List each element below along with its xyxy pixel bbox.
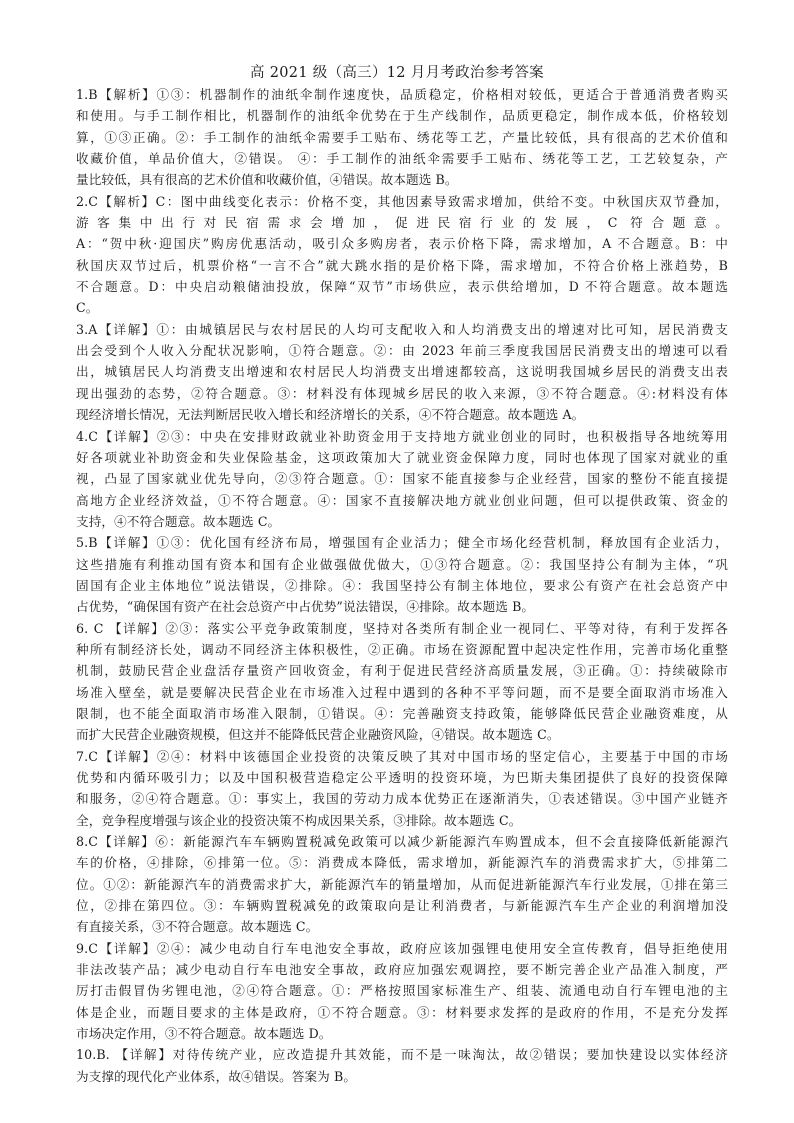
answer-text-line: 8.C【详解】⑥：新能源汽车车辆购置税减免政策可以减少新能源汽车购置成本，但不会直接降低新能源汽: [76, 834, 728, 850]
answer-text-line: 厉打击假冒伪劣锂电池，②④符合题意。①：严格按照国家标准生产、组装、流通电动自行车锂电池的主: [76, 983, 728, 999]
answer-text-line: 位。①②：新能源汽车的消费需求扩大，新能源汽车的销量增加，从而促进新能源汽车行业发展，①排在第三: [76, 876, 728, 892]
answer-text-line: 机制，鼓励民营企业盘活存量资产回收资金，有利于促进民营经济高质量发展，③正确。①：持续破除市: [76, 663, 728, 679]
answer-item-1: [76, 84, 728, 191]
answer-item-4: [76, 426, 728, 533]
answer-list: [76, 84, 728, 1087]
answer-item-9: [76, 938, 728, 1045]
answer-text-line: 好各项就业补助资金和失业保险基金，这项政策加大了就业资金保障力度，同时也体现了国家对就业的重: [76, 449, 728, 465]
answer-text-line: 优势和内循环吸引力；以及中国积极营造稳定公平透明的投资环境，为巴斯夫集团提供了良好的投资保障: [76, 770, 728, 785]
answer-text-line: 固国有企业主体地位”说法错误，②排除。④：我国坚持公有制主体地位，要求公有资产在社会总资产中: [76, 577, 728, 593]
answer-item-10: [76, 1044, 728, 1087]
answer-text-line: 体是企业，而题目要求的主体是政府，①不符合题意。③：材料要求发挥的是政府的作用，不是充分发挥: [76, 1004, 728, 1020]
answer-text-line: 车的价格，④排除，⑥排第一位。⑤：消费成本降低，需求增加，新能源汽车的消费需求扩大，⑤排第二: [76, 855, 728, 871]
answer-text-line: 收藏价值，单品价值大，②错误。 ④：手工制作的油纸伞需要手工贴布、绣花等工艺，工艺较复杂，产: [76, 151, 728, 167]
answer-text-line: 这些措施有利推动国有资本和国有企业做强做优做大，①③符合题意。②：我国坚持公有制为主体，“巩: [76, 556, 728, 572]
answer-text-line: 限制，也不能全面取消市场准入限制，①错误。④：完善融资支持政策，能够降低民营企业融资难度，从: [76, 705, 728, 721]
answer-text-line: 非法改装产品；减少电动自行车电池安全事故，政府应加强宏观调控，要不断完善企业产品准入制度，严: [76, 962, 728, 978]
answer-text-line: 9.C【详解】②④：减少电动自行车电池安全事故，政府应该加强锂电使用安全宣传教育，倡导拒绝使用: [76, 940, 728, 956]
answer-item-3: [76, 319, 728, 426]
answer-text-line: 现出强劲的态势，②符合题意。③：材料没有体现城乡居民的收入来源，③不符合题意。④:材料没有体: [76, 385, 728, 401]
answer-text-line: 全，竞争程度增强与该企业的投资决策不构成因果关系，③排除。故本题选 C。: [76, 812, 522, 828]
answer-text-line: 10.B. 【详解】对待传统产业，应改造提升其效能，而不是一味淘汰，故②错误；要加快建设以实体经济: [76, 1047, 728, 1063]
answer-text-line: 视，凸显了国家就业优先导向，②③符合题意。①：国家不能直接参与企业经营，国家的整份不能直接提: [76, 471, 728, 487]
answer-text-line: 位，②排在第四位。③：车辆购置税减免的政策取向是让利消费者，与新能源汽车生产企业的利润增加没: [76, 898, 728, 914]
answer-text-line: 3.A【详解】①：由城镇居民与农村居民的人均可支配收入和人均消费支出的增速对比可知，居民消费支: [76, 321, 728, 337]
answer-text-line: 现经济增长情况，无法判断居民收入增长和经济增长的关系，④不符合题意。故本题选 A。: [76, 407, 585, 423]
answer-text-line: 支持，④不符合题意。故本题选 C。: [76, 513, 281, 529]
answer-text-line: 有直接关系，③不符合题意。故本题选 C。: [76, 919, 319, 935]
answer-text-line: 种所有制经济长处，调动不同经济主体积极性，②正确。市场在资源配置中起决定性作用，完善市场化重整: [76, 641, 728, 657]
answer-text-line: 出，城镇居民人均消费支出增速和农村居民人均消费支出增速都较高，这说明我国城乡居民的消费支出表: [76, 364, 728, 380]
answer-text-line: 秋国庆双节过后，机票价格“一言不合”就大跳水指的是价格下降，需求增加，不符合价格上涨趋势，B: [76, 257, 728, 273]
answer-text-line: 而扩大民营企业融资规模，但这并不能降低民营企业融资风险，④错误。故本题选 C。: [76, 727, 560, 743]
answer-text-line: 为支撑的现代化产业体系，故④错误。答案为 B。: [76, 1068, 357, 1084]
answer-text-line: 出会受到个人收入分配状况影响，①符合题意。②：由 2023 年前三季度我国居民消费支出的增速可以看: [76, 343, 728, 359]
answer-text-line: 4.C【详解】②③：中央在安排财政就业补助资金用于支持地方就业创业的同时，也积极指导各地统筹用: [76, 428, 728, 444]
answer-text-line: 场准入壁垒，就是要解决民营企业在市场准入过程中遇到的各种不平等问题，而不是要全面取消市场准入: [76, 684, 728, 700]
page-title: 高 2021 级（高三）12 月月考政治参考答案: [250, 65, 544, 81]
answer-text-line: 6. C 【详解】②③：落实公平竞争政策制度，坚持对各类所有制企业一视同仁、平等对待，有利于发挥各: [76, 620, 728, 636]
answer-text-line: 5.B【详解】①③：优化国有经济布局，增强国有企业活力；健全市场化经营机制，释放国有企业活力，: [76, 535, 728, 551]
answer-text-line: A：“贺中秋·迎国庆”购房优惠活动，吸引众多购房者，表示价格下降，需求增加，A 不合题意。B：中: [76, 236, 728, 252]
answer-item-5: [76, 532, 728, 617]
answer-text-line: 和服务，②④符合题意。①：事实上，我国的劳动力成本优势正在逐渐消失，①表述错误。③中国产业链齐: [76, 791, 728, 807]
answer-text-line: 占优势，“确保国有资产在社会总资产中占优势”说法错误，④排除。故本题选 B。: [76, 599, 535, 615]
answer-text-line: 2.C【解析】C：图中曲线变化表示：价格不变，其他因素导致需求增加，供给不变。中秋国庆双节叠加，: [76, 193, 728, 209]
answer-text-line: 1.B【解析】①③：机器制作的油纸伞制作速度快，品质稳定，价格相对较低，更适合于普通消费者购买: [76, 87, 728, 102]
answer-item-6: [76, 618, 728, 746]
answer-item-7: [76, 746, 728, 831]
answer-text-line: 算，①③正确。②：手工制作的油纸伞需要手工贴布、绣花等工艺，产量比较低，具有很高的艺术价值和: [76, 129, 728, 145]
answer-text-line: C。: [76, 300, 99, 316]
answer-text-line: 7.C【详解】②④：材料中该德国企业投资的决策反映了其对中国市场的坚定信心，主要基于中国的市场: [76, 748, 728, 764]
answer-item-2: [76, 191, 728, 319]
answer-text-line: 市场决定作用，③不符合题意。故本题选 D。: [76, 1026, 332, 1042]
answer-text-line: 不合题意。D：中央启动粮储油投放，保障“双节”市场供应，表示供给增加，D 不符合题意。故本题选: [76, 279, 728, 295]
answer-text-line: 游客集中出行对民宿需求会增加，促进民宿行业的发展，C 符合题意。: [76, 215, 728, 231]
answer-text-line: 高地方企业经济效益，①不符合题意。④：国家不直接解决地方就业创业问题，但可以提供政策、资金的: [76, 492, 728, 508]
answer-item-8: [76, 831, 728, 938]
answer-text-line: 量比较低，具有很高的艺术价值和收藏价值，④错误。故本题选 B。: [76, 172, 458, 188]
answer-text-line: 和使用。与手工制作相比，机器制作的油纸伞优势在于生产线制作，品质更稳定，制作成本低，价格较划: [76, 108, 728, 124]
